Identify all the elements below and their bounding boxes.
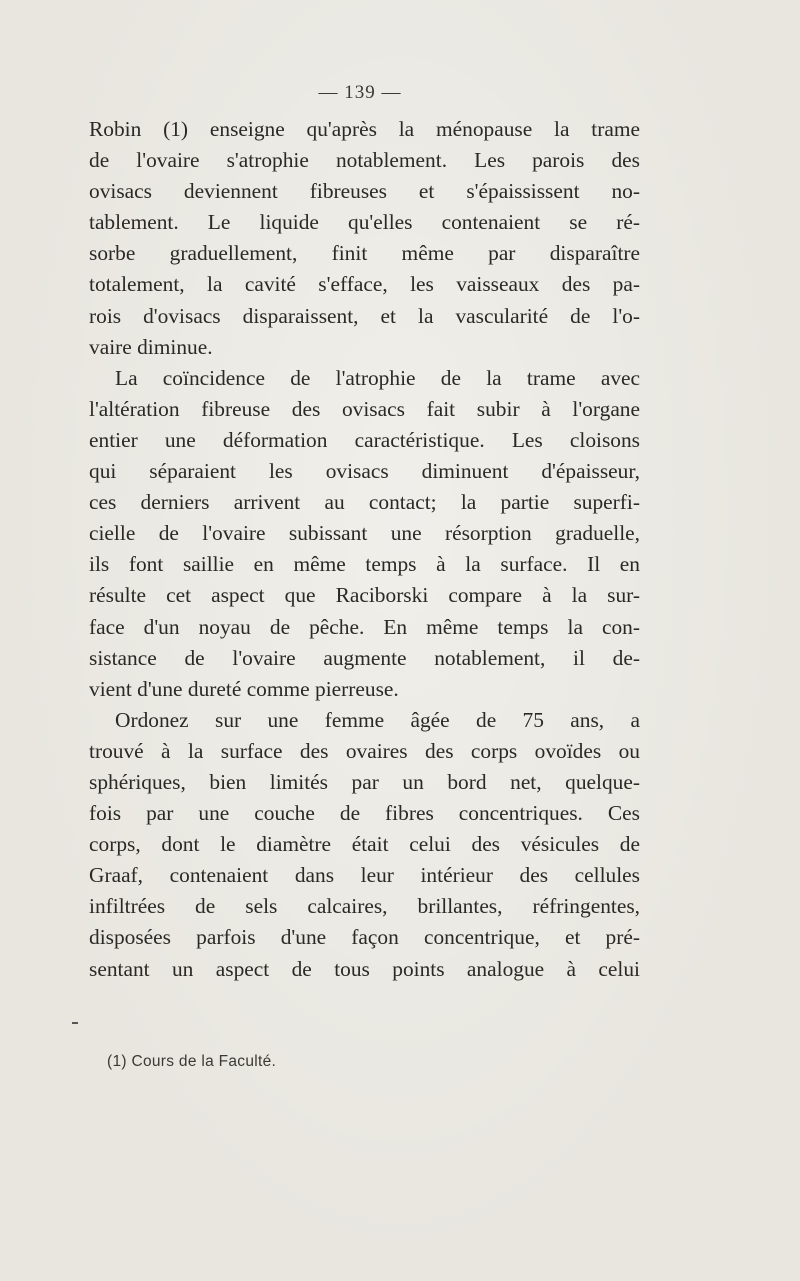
text-line: de l'ovaire s'atrophie notablement. Les parois des <box>89 148 640 173</box>
text-line: vaire diminue. <box>89 334 213 359</box>
text-line: Ordonez sur une femme âgée de 75 ans, a <box>115 707 640 732</box>
text-line: rois d'ovisacs disparaissent, et la vascularité de l'o- <box>89 303 640 328</box>
text-line: tablement. Le liquide qu'elles contenaient se ré- <box>89 210 640 235</box>
text-line: corps, dont le diamètre était celui des vésicules de <box>89 832 640 857</box>
text-line: totalement, la cavité s'efface, les vaisseaux des pa- <box>89 272 640 297</box>
text-line: Robin (1) enseigne qu'après la ménopause la trame <box>89 117 640 141</box>
text-line: ils font saillie en même temps à la surface. Il en <box>89 552 640 577</box>
text-line: La coïncidence de l'atrophie de la trame avec <box>115 365 640 390</box>
text-line: ces derniers arrivent au contact; la partie superfi- <box>89 490 640 515</box>
text-line: vient d'une dureté comme pierreuse. <box>89 676 399 701</box>
text-line: sorbe graduellement, finit même par disparaître <box>89 241 640 266</box>
text-line: sphériques, bien limités par un bord net, quelque- <box>89 769 640 794</box>
text-line: face d'un noyau de pêche. En même temps la con- <box>89 614 640 639</box>
text-line: l'altération fibreuse des ovisacs fait subir à l'organe <box>89 396 640 421</box>
footnote-separator <box>72 1022 78 1024</box>
page-number: — 139 — <box>318 82 402 103</box>
text-line: qui séparaient les ovisacs diminuent d'épaisseur, <box>89 459 640 484</box>
text-line: trouvé à la surface des ovaires des corps ovoïdes ou <box>89 738 640 763</box>
text-line: disposées parfois d'une façon concentrique, et pré- <box>89 925 640 950</box>
body-text <box>89 114 640 985</box>
text-line: sistance de l'ovaire augmente notablement, il de- <box>89 645 640 670</box>
footnote: (1) Cours de la Faculté. <box>107 1053 277 1070</box>
text-line: sentant un aspect de tous points analogue à celui <box>89 956 640 981</box>
text-line: entier une déformation caractéristique. Les cloisons <box>89 427 640 452</box>
text-line: Graaf, contenaient dans leur intérieur des cellules <box>89 863 640 888</box>
text-line: résulte cet aspect que Raciborski compare à la sur- <box>89 583 640 608</box>
text-line: ovisacs deviennent fibreuses et s'épaississent no- <box>89 179 640 204</box>
text-line: fois par une couche de fibres concentriques. Ces <box>89 801 640 826</box>
text-line: infiltrées de sels calcaires, brillantes, réfringentes, <box>89 894 640 919</box>
text-line: cielle de l'ovaire subissant une résorption graduelle, <box>89 521 640 546</box>
